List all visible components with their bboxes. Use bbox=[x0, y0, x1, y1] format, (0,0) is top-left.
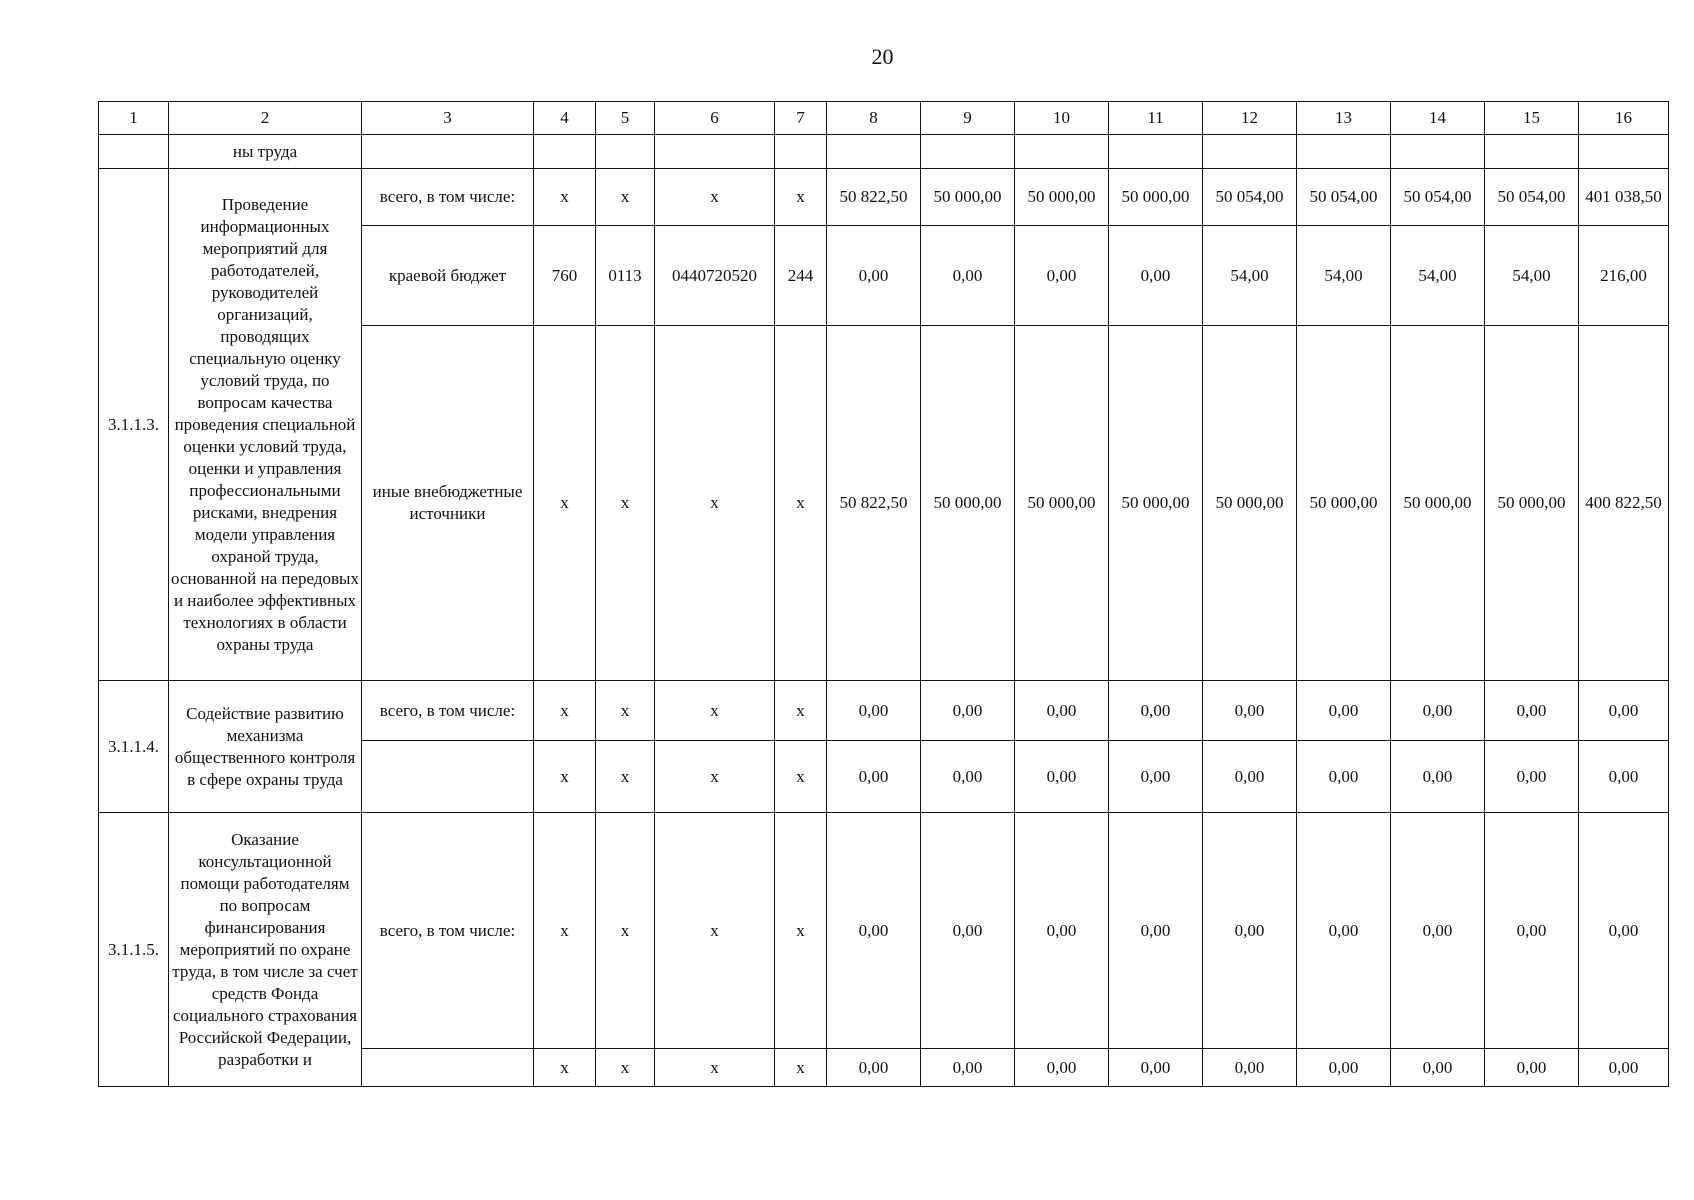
value-cell: 0,00 bbox=[827, 813, 921, 1049]
empty-cell bbox=[1203, 135, 1297, 169]
value-cell: 0,00 bbox=[1015, 681, 1109, 741]
total-cell: 216,00 bbox=[1579, 226, 1669, 326]
row-code: 3.1.1.3. bbox=[99, 169, 169, 681]
cell: x bbox=[655, 169, 775, 226]
empty-cell bbox=[1579, 135, 1669, 169]
value-cell: 54,00 bbox=[1203, 226, 1297, 326]
value-cell: 50 000,00 bbox=[1297, 326, 1391, 681]
value-cell: 0,00 bbox=[921, 1049, 1015, 1087]
value-cell: 50 000,00 bbox=[1109, 326, 1203, 681]
value-cell: 0,00 bbox=[1391, 1049, 1485, 1087]
value-cell: 0,00 bbox=[1391, 813, 1485, 1049]
empty-cell bbox=[1391, 135, 1485, 169]
total-cell: 0,00 bbox=[1579, 813, 1669, 1049]
value-cell: 0,00 bbox=[921, 226, 1015, 326]
total-cell: 0,00 bbox=[1579, 1049, 1669, 1087]
funding-source: всего, в том числе: bbox=[362, 813, 534, 1049]
header-cell: 14 bbox=[1391, 102, 1485, 135]
header-cell: 10 bbox=[1015, 102, 1109, 135]
cell: x bbox=[655, 813, 775, 1049]
empty-cell bbox=[1297, 135, 1391, 169]
header-row bbox=[99, 102, 1669, 135]
value-cell: 54,00 bbox=[1485, 226, 1579, 326]
total-cell: 0,00 bbox=[1579, 681, 1669, 741]
empty-cell bbox=[1485, 135, 1579, 169]
cell: x bbox=[775, 813, 827, 1049]
value-cell: 50 000,00 bbox=[921, 326, 1015, 681]
value-cell: 0,00 bbox=[1109, 681, 1203, 741]
empty-cell bbox=[596, 135, 655, 169]
row-code: 3.1.1.5. bbox=[99, 813, 169, 1087]
cell: x bbox=[534, 1049, 596, 1087]
header-cell: 8 bbox=[827, 102, 921, 135]
cell: x bbox=[775, 169, 827, 226]
cell: x bbox=[596, 1049, 655, 1087]
total-cell: 0,00 bbox=[1579, 741, 1669, 813]
value-cell: 0,00 bbox=[921, 741, 1015, 813]
empty-cell bbox=[1109, 135, 1203, 169]
value-cell: 50 822,50 bbox=[827, 169, 921, 226]
table-row bbox=[99, 681, 1669, 741]
budget-table bbox=[98, 101, 1669, 1087]
value-cell: 0,00 bbox=[1015, 1049, 1109, 1087]
value-cell: 0,00 bbox=[1203, 813, 1297, 1049]
table-row bbox=[99, 135, 1669, 169]
value-cell: 50 000,00 bbox=[921, 169, 1015, 226]
cell: x bbox=[775, 1049, 827, 1087]
value-cell: 0,00 bbox=[1485, 813, 1579, 1049]
value-cell: 0,00 bbox=[1203, 681, 1297, 741]
value-cell: 50 822,50 bbox=[827, 326, 921, 681]
cell: x bbox=[596, 169, 655, 226]
cell: x bbox=[596, 741, 655, 813]
code-cell bbox=[99, 135, 169, 169]
value-cell: 50 000,00 bbox=[1485, 326, 1579, 681]
header-cell: 1 bbox=[99, 102, 169, 135]
cell: x bbox=[655, 1049, 775, 1087]
value-cell: 50 000,00 bbox=[1109, 169, 1203, 226]
cell: x bbox=[775, 326, 827, 681]
cell: x bbox=[596, 813, 655, 1049]
cell: 0113 bbox=[596, 226, 655, 326]
value-cell: 50 000,00 bbox=[1015, 326, 1109, 681]
cell: x bbox=[596, 681, 655, 741]
value-cell: 0,00 bbox=[1391, 741, 1485, 813]
page-number: 20 bbox=[871, 44, 894, 69]
row-name: Содействие развитию механизма общественного контроля в сфере охраны труда bbox=[169, 681, 362, 813]
header-cell: 7 bbox=[775, 102, 827, 135]
value-cell: 0,00 bbox=[827, 1049, 921, 1087]
header-cell: 16 bbox=[1579, 102, 1669, 135]
cell: x bbox=[775, 741, 827, 813]
value-cell: 0,00 bbox=[1203, 741, 1297, 813]
cell: x bbox=[534, 169, 596, 226]
funding-source bbox=[362, 741, 534, 813]
value-cell: 50 054,00 bbox=[1485, 169, 1579, 226]
cell: 0440720520 bbox=[655, 226, 775, 326]
value-cell: 0,00 bbox=[1015, 226, 1109, 326]
value-cell: 0,00 bbox=[1109, 741, 1203, 813]
table-row bbox=[99, 169, 1669, 226]
header-cell: 5 bbox=[596, 102, 655, 135]
value-cell: 0,00 bbox=[1015, 741, 1109, 813]
value-cell: 0,00 bbox=[1297, 741, 1391, 813]
cell: x bbox=[534, 326, 596, 681]
cell: x bbox=[655, 326, 775, 681]
empty-cell bbox=[655, 135, 775, 169]
table-row bbox=[99, 813, 1669, 1049]
cell: x bbox=[534, 741, 596, 813]
value-cell: 0,00 bbox=[1109, 1049, 1203, 1087]
header-cell: 13 bbox=[1297, 102, 1391, 135]
row-code: 3.1.1.4. bbox=[99, 681, 169, 813]
value-cell: 0,00 bbox=[827, 681, 921, 741]
value-cell: 54,00 bbox=[1391, 226, 1485, 326]
cell: x bbox=[534, 813, 596, 1049]
value-cell: 54,00 bbox=[1297, 226, 1391, 326]
header-cell: 12 bbox=[1203, 102, 1297, 135]
cell: 760 bbox=[534, 226, 596, 326]
empty-cell bbox=[1015, 135, 1109, 169]
funding-source: всего, в том числе: bbox=[362, 169, 534, 226]
cell: x bbox=[655, 681, 775, 741]
total-cell: 400 822,50 bbox=[1579, 326, 1669, 681]
empty-cell bbox=[534, 135, 596, 169]
value-cell: 0,00 bbox=[921, 681, 1015, 741]
funding-source: всего, в том числе: bbox=[362, 681, 534, 741]
header-cell: 15 bbox=[1485, 102, 1579, 135]
empty-cell bbox=[921, 135, 1015, 169]
value-cell: 0,00 bbox=[1109, 226, 1203, 326]
cell: x bbox=[534, 681, 596, 741]
value-cell: 0,00 bbox=[827, 226, 921, 326]
header-cell: 2 bbox=[169, 102, 362, 135]
value-cell: 50 000,00 bbox=[1391, 326, 1485, 681]
cell: x bbox=[655, 741, 775, 813]
header-cell: 4 bbox=[534, 102, 596, 135]
value-cell: 0,00 bbox=[1297, 681, 1391, 741]
header-cell: 6 bbox=[655, 102, 775, 135]
empty-cell bbox=[362, 135, 534, 169]
value-cell: 0,00 bbox=[1203, 1049, 1297, 1087]
value-cell: 50 054,00 bbox=[1391, 169, 1485, 226]
value-cell: 0,00 bbox=[1015, 813, 1109, 1049]
empty-cell bbox=[775, 135, 827, 169]
header-cell: 11 bbox=[1109, 102, 1203, 135]
value-cell: 0,00 bbox=[1109, 813, 1203, 1049]
row-name: Оказание консультационной помощи работодателям по вопросам финансирования мероприятий по охране труда, в том числе за счет средств Фонда социального страхования Российской Федерации, разработки и bbox=[169, 813, 362, 1087]
empty-cell bbox=[827, 135, 921, 169]
funding-source: иные внебюджетные источники bbox=[362, 326, 534, 681]
value-cell: 0,00 bbox=[1391, 681, 1485, 741]
value-cell: 50 054,00 bbox=[1203, 169, 1297, 226]
value-cell: 50 000,00 bbox=[1015, 169, 1109, 226]
value-cell: 50 054,00 bbox=[1297, 169, 1391, 226]
row-name: Проведение информационных мероприятий для работодателей, руководителей организаций, проводящих специальную оценку условий труда, по вопросам качества проведения специальной оценки условий труда, оценки и управления профессиональными рисками, внедрения модели управления охраной труда, основанной на передовых и наиболее эффективных технологиях в области охраны труда bbox=[169, 169, 362, 681]
cell: 244 bbox=[775, 226, 827, 326]
name-cell: ны труда bbox=[169, 135, 362, 169]
header-cell: 9 bbox=[921, 102, 1015, 135]
value-cell: 0,00 bbox=[1485, 741, 1579, 813]
cell: x bbox=[596, 326, 655, 681]
header-cell: 3 bbox=[362, 102, 534, 135]
value-cell: 0,00 bbox=[1297, 813, 1391, 1049]
value-cell: 0,00 bbox=[921, 813, 1015, 1049]
value-cell: 0,00 bbox=[1297, 1049, 1391, 1087]
funding-source: краевой бюджет bbox=[362, 226, 534, 326]
value-cell: 0,00 bbox=[1485, 1049, 1579, 1087]
value-cell: 0,00 bbox=[827, 741, 921, 813]
value-cell: 50 000,00 bbox=[1203, 326, 1297, 681]
cell: x bbox=[775, 681, 827, 741]
value-cell: 0,00 bbox=[1485, 681, 1579, 741]
total-cell: 401 038,50 bbox=[1579, 169, 1669, 226]
funding-source bbox=[362, 1049, 534, 1087]
